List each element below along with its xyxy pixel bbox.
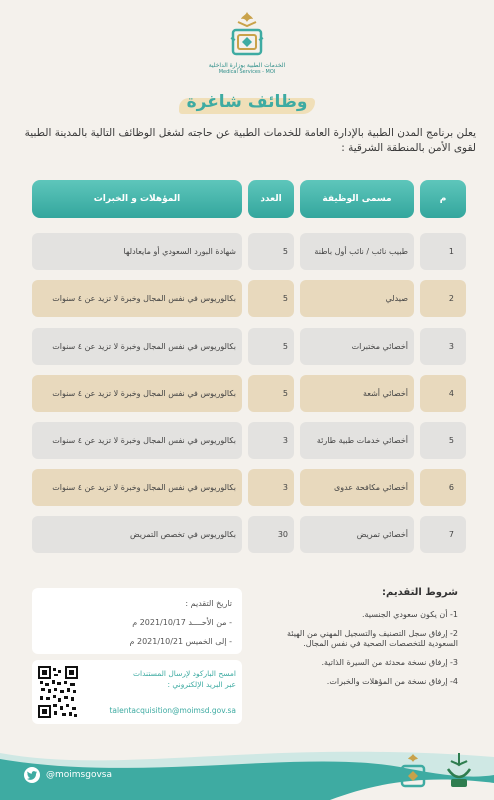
terms-item-4: 4- إرفاق نسخة من المؤهلات والخبرات. [326, 677, 458, 686]
application-terms [258, 588, 458, 696]
page-title-text: وظائف شاغرة [186, 92, 308, 112]
org-name-en: Medical Services - MOI [218, 69, 276, 75]
terms-list [258, 610, 458, 687]
header-title: مسمى الوظيفة [300, 180, 414, 218]
medical-services-logo [205, 10, 289, 75]
row-7-count: 30 [248, 516, 294, 553]
medical-services-small-logo-icon [398, 753, 428, 791]
dates-label: تاريخ التقديم : [185, 599, 232, 608]
row-7-qual: بكالوريوس في تخصص التمريض [32, 516, 242, 553]
row-4-qual: بكالوريوس في نفس المجال وخبرة لا تزيد عن ٤ سنوات [32, 375, 242, 412]
row-3-title: أخصائي مختبرات [300, 328, 414, 365]
page-title [175, 92, 319, 116]
header-count: العدد [248, 180, 294, 218]
qr-text-line2: عبر البريد الإلكتروني : [167, 680, 236, 689]
row-5-count: 3 [248, 422, 294, 459]
twitter-handle-text: @moimsgovsa [46, 770, 112, 780]
row-1-count: 5 [248, 233, 294, 270]
row-3-num: 3 [420, 328, 466, 365]
email-link[interactable]: talentacquisition@moimsd.gov.sa [109, 706, 236, 715]
row-6-count: 3 [248, 469, 294, 506]
date-from: - من الأحــــد 2021/10/17 م [132, 618, 232, 627]
qr-code-icon[interactable] [38, 666, 78, 718]
row-2-qual: بكالوريوس في نفس المجال وخبرة لا تزيد عن ٤ سنوات [32, 280, 242, 317]
date-to: - إلى الخميس 2021/10/21 م [129, 637, 232, 646]
row-7-title: أخصائي تمريض [300, 516, 414, 553]
twitter-handle[interactable] [24, 767, 112, 783]
row-3-count: 5 [248, 328, 294, 365]
row-6-qual: بكالوريوس في نفس المجال وخبرة لا تزيد عن ٤ سنوات [32, 469, 242, 506]
intro-text: يعلن برنامج المدن الطبية بالإدارة العامة للخدمات الطبية عن حاجته لشغل الوظائف التالية بالمدينة الطبية لقوى الأمن بالمنطقة الشرقية : [24, 127, 476, 154]
row-4-title: أخصائي أشعة [300, 375, 414, 412]
row-1-qual: شهادة البورد السعودي أو مايعادلها [32, 233, 242, 270]
emblem-icon [228, 10, 266, 60]
qr-instructions [80, 668, 236, 690]
qr-section [32, 660, 242, 724]
row-4-count: 5 [248, 375, 294, 412]
header-num: م [420, 180, 466, 218]
row-5-title: أخصائي خدمات طبية طارئة [300, 422, 414, 459]
org-name-ar: الخدمات الطبية بوزارة الداخلية [208, 62, 286, 69]
row-5-qual: بكالوريوس في نفس المجال وخبرة لا تزيد عن ٤ سنوات [32, 422, 242, 459]
row-3-qual: بكالوريوس في نفس المجال وخبرة لا تزيد عن ٤ سنوات [32, 328, 242, 365]
row-7-num: 7 [420, 516, 466, 553]
qr-text-line1: امسح الباركود لإرسال المستندات [132, 669, 236, 678]
twitter-icon [24, 767, 40, 783]
terms-title: شروط التقديم: [382, 587, 458, 598]
row-6-num: 6 [420, 469, 466, 506]
footer [0, 745, 494, 800]
row-2-title: صيدلي [300, 280, 414, 317]
terms-item-3: 3- إرفاق نسخة محدثة من السيرة الذاتية. [321, 658, 458, 667]
ministry-emblem-icon [442, 751, 476, 791]
row-5-num: 5 [420, 422, 466, 459]
row-4-num: 4 [420, 375, 466, 412]
header-qualifications: المؤهلات و الخبرات [32, 180, 242, 218]
row-2-num: 2 [420, 280, 466, 317]
row-1-title: طبيب نائب / نائب أول باطنة [300, 233, 414, 270]
row-2-count: 5 [248, 280, 294, 317]
terms-item-2: 2- إرفاق سجل التصنيف والتسجيل المهني من الهيئة السعودية للتخصصات الصحية في نفس المجال. [287, 629, 458, 648]
row-1-num: 1 [420, 233, 466, 270]
row-6-title: أخصائي مكافحة عدوى [300, 469, 414, 506]
application-dates [32, 588, 242, 654]
terms-item-1: 1- أن يكون سعودي الجنسية. [361, 610, 458, 619]
